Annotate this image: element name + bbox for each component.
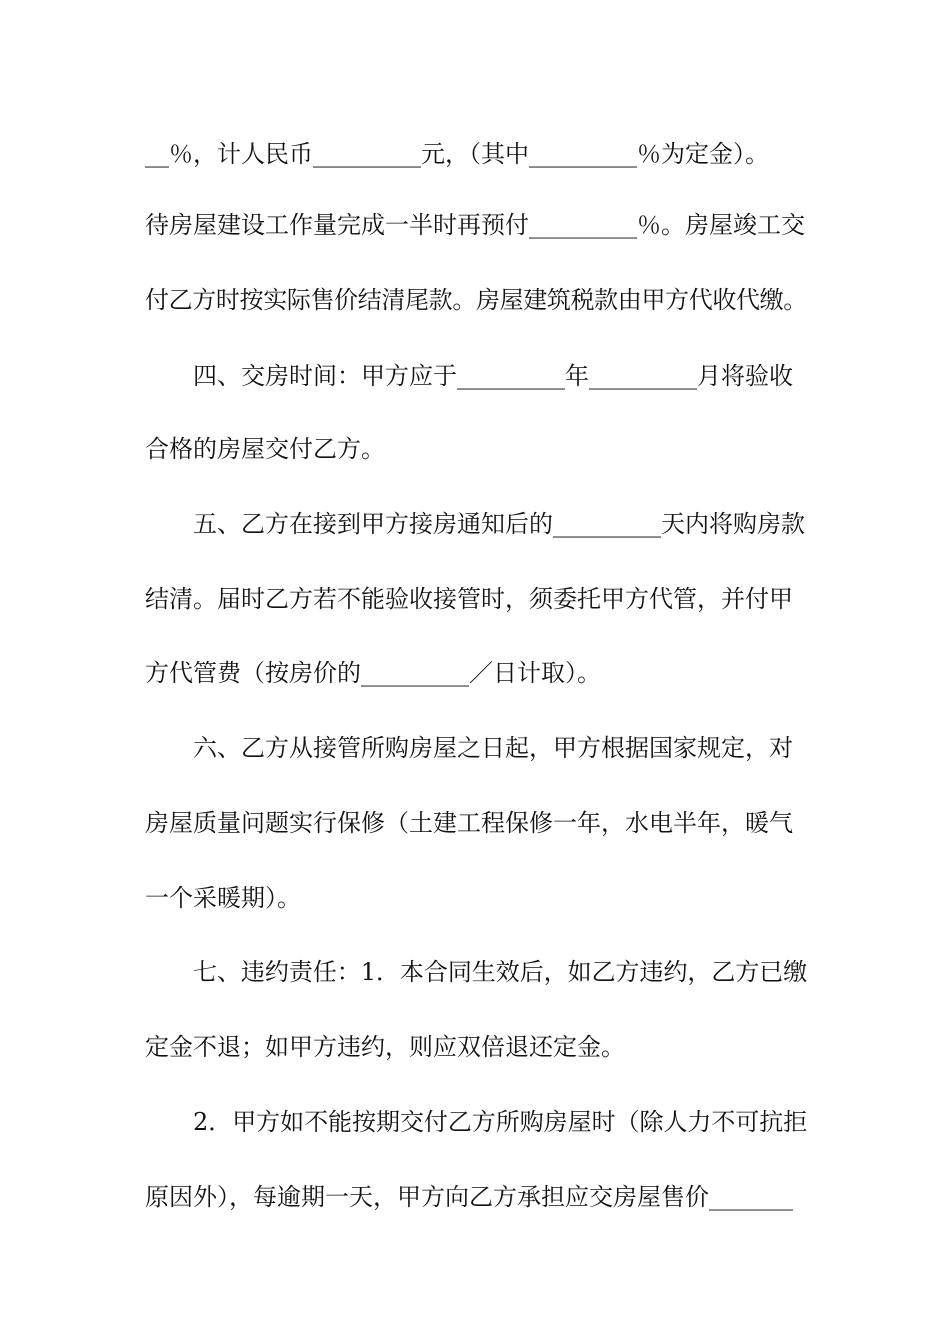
text-line: 结清。届时乙方若不能验收接管时，须委托甲方代管，并付甲 — [145, 585, 793, 613]
text-line: 原因外），每逾期一天，甲方向乙方承担应交房屋售价_______ — [145, 1183, 793, 1211]
text-line: 付乙方时按实际售价结清尾款。房屋建筑税款由甲方代收代缴。 — [145, 286, 807, 314]
text-line: 方代管费（按房价的_________／日计取）。 — [145, 659, 601, 687]
paragraph-start-line: 四、交房时间：甲方应于_________年_________月将验收 — [193, 362, 793, 390]
paragraph-start-line: 六、乙方从接管所购房屋之日起，甲方根据国家规定，对 — [193, 734, 793, 762]
text-line: 合格的房屋交付乙方。 — [145, 435, 385, 463]
paragraph-start-line: 2．甲方如不能按期交付乙方所购房屋时（除人力不可抗拒 — [193, 1108, 808, 1136]
text-line: 待房屋建设工作量完成一半时再预付_________％。房屋竣工交 — [145, 211, 805, 239]
paragraph-start-line: 七、违约责任：1．本合同生效后，如乙方违约，乙方已缴 — [193, 958, 808, 986]
text-line: 定金不退；如甲方违约，则应双倍退还定金。 — [145, 1033, 625, 1061]
text-line: 一个采暖期）。 — [145, 884, 301, 912]
paragraph-start-line: 五、乙方在接到甲方接房通知后的_________天内将购房款 — [193, 510, 805, 538]
text-line: __％，计人民币_________元，（其中_________％为定金）。 — [145, 140, 769, 168]
text-line: 房屋质量问题实行保修（土建工程保修一年，水电半年，暖气 — [145, 809, 793, 837]
